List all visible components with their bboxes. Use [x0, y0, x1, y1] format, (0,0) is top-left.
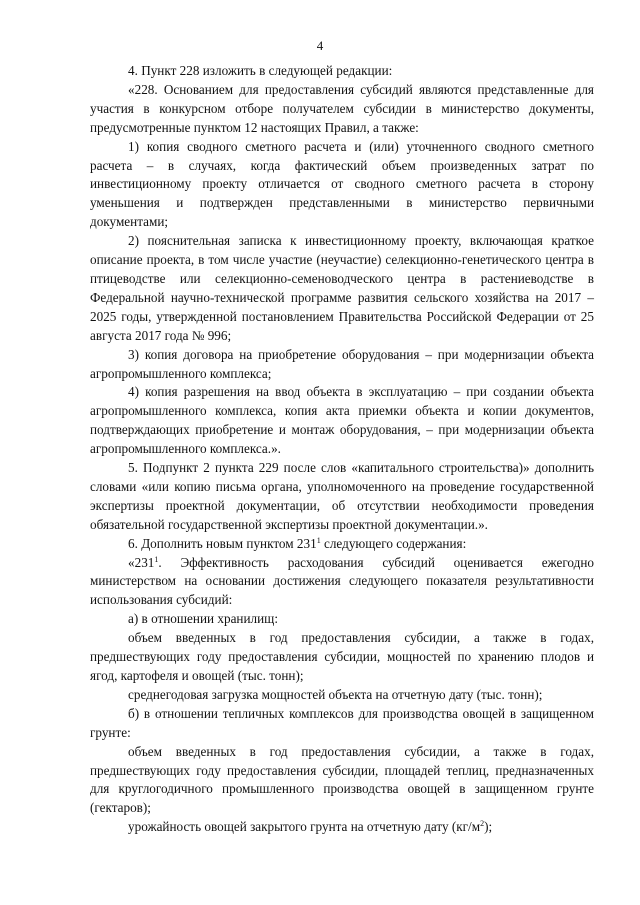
paragraph-item-4: 4. Пункт 228 изложить в следующей редакции:: [128, 63, 393, 78]
paragraph-greenhouse-yield-pre: урожайность овощей закрытого грунта на отчетную дату (кг/м: [128, 819, 481, 835]
paragraph-231-1-sup: 1: [154, 554, 159, 564]
paragraph-greenhouse-yield-sup: 2: [480, 819, 485, 829]
paragraph-greenhouse-area: объем введенных в год предоставления субсидии, а также в годах, предшествующих году предоставления субсидии, площадей теплиц, предназначенных для круглогодичного промышленного производства овощей в защищенном грунте (гектаров);: [90, 743, 594, 816]
paragraph-greenhouse-yield-post: );: [484, 819, 493, 835]
document-body: [90, 62, 594, 837]
paragraph-231-1-post: . Эффективность расходования субсидий оценивается ежегодно министерством на основании достижения следующего показателя результативности использования субсидий:: [90, 554, 594, 608]
paragraph-storage-volume: объем введенных в год предоставления субсидии, а также в годах, предшествующих году предоставления субсидии, мощностей по хранению плодов и ягод, картофеля и овощей (тыс. тонн);: [90, 630, 594, 683]
paragraph-231-1-pre: «231: [128, 554, 155, 570]
paragraph-storage-load: среднегодовая загрузка мощностей объекта на отчетную дату (тыс. тонн);: [128, 686, 543, 702]
paragraph-228-sub-4: 4) копия разрешения на ввод объекта в эксплуатацию – при создании объекта агропромышленного комплекса, копия акта приемки объекта и копии документов, подтверждающих приобретение и монтаж оборудования, – при модернизации объекта агропромышленного комплекса.».: [90, 384, 594, 457]
paragraph-item-5: 5. Подпункт 2 пункта 229 после слов «капитального строительства)» дополнить словами «или копию письма органа, уполномоченного на проведение государственной экспертизы проектной документации, об отсутствии необходимости проведения обязательной государственной экспертизы проектной документации.».: [90, 460, 594, 532]
paragraph-item-6-sup: 1: [316, 535, 321, 545]
paragraph-storage-heading: а) в отношении хранилищ:: [128, 611, 278, 627]
page-number: 4: [316, 38, 324, 53]
paragraph-greenhouse-yield: [90, 818, 594, 837]
paragraph-item-6: [90, 535, 594, 554]
paragraph-item-6-pre: 6. Дополнить новым пунктом 231: [128, 535, 317, 551]
paragraph-228-sub-3: 3) копия договора на приобретение оборудования – при модернизации объекта агропромышленного комплекса;: [90, 346, 594, 381]
paragraph-greenhouse-heading: б) в отношении тепличных комплексов для производства овощей в защищенном грунте:: [90, 705, 594, 740]
paragraph-228-sub-1: 1) копия сводного сметного расчета и (или) уточненного сводного сметного расчета – в случаях, когда фактический объем произведенных затрат по инвестиционному проекту отличается от сводного сметного расчета в сторону уменьшения и подтвержден представленными в министерство первичными документами;: [90, 138, 594, 230]
paragraph-228-sub-2: 2) пояснительная записка к инвестиционному проекту, включающая краткое описание проекта, в том числе участие (неучастие) селекционно-генетического центра в птицеводстве или селекционно-семеноводческого центра в растениеводстве в Федеральной научно-технической программе развития сельского хозяйства на 2017 – 2025 годы, утвержденной постановлением Правительства Российской Федерации от 25 августа 2017 года № 996;: [90, 233, 594, 343]
paragraph-228-intro: «228. Основанием для предоставления субсидий являются представленные для участия в конкурсном отборе получателем субсидии в министерство документы, предусмотренные пунктом 12 настоящих Правил, а также:: [90, 81, 594, 135]
paragraph-item-6-post: следующего содержания:: [320, 535, 467, 551]
paragraph-231-1-intro: [90, 554, 594, 611]
